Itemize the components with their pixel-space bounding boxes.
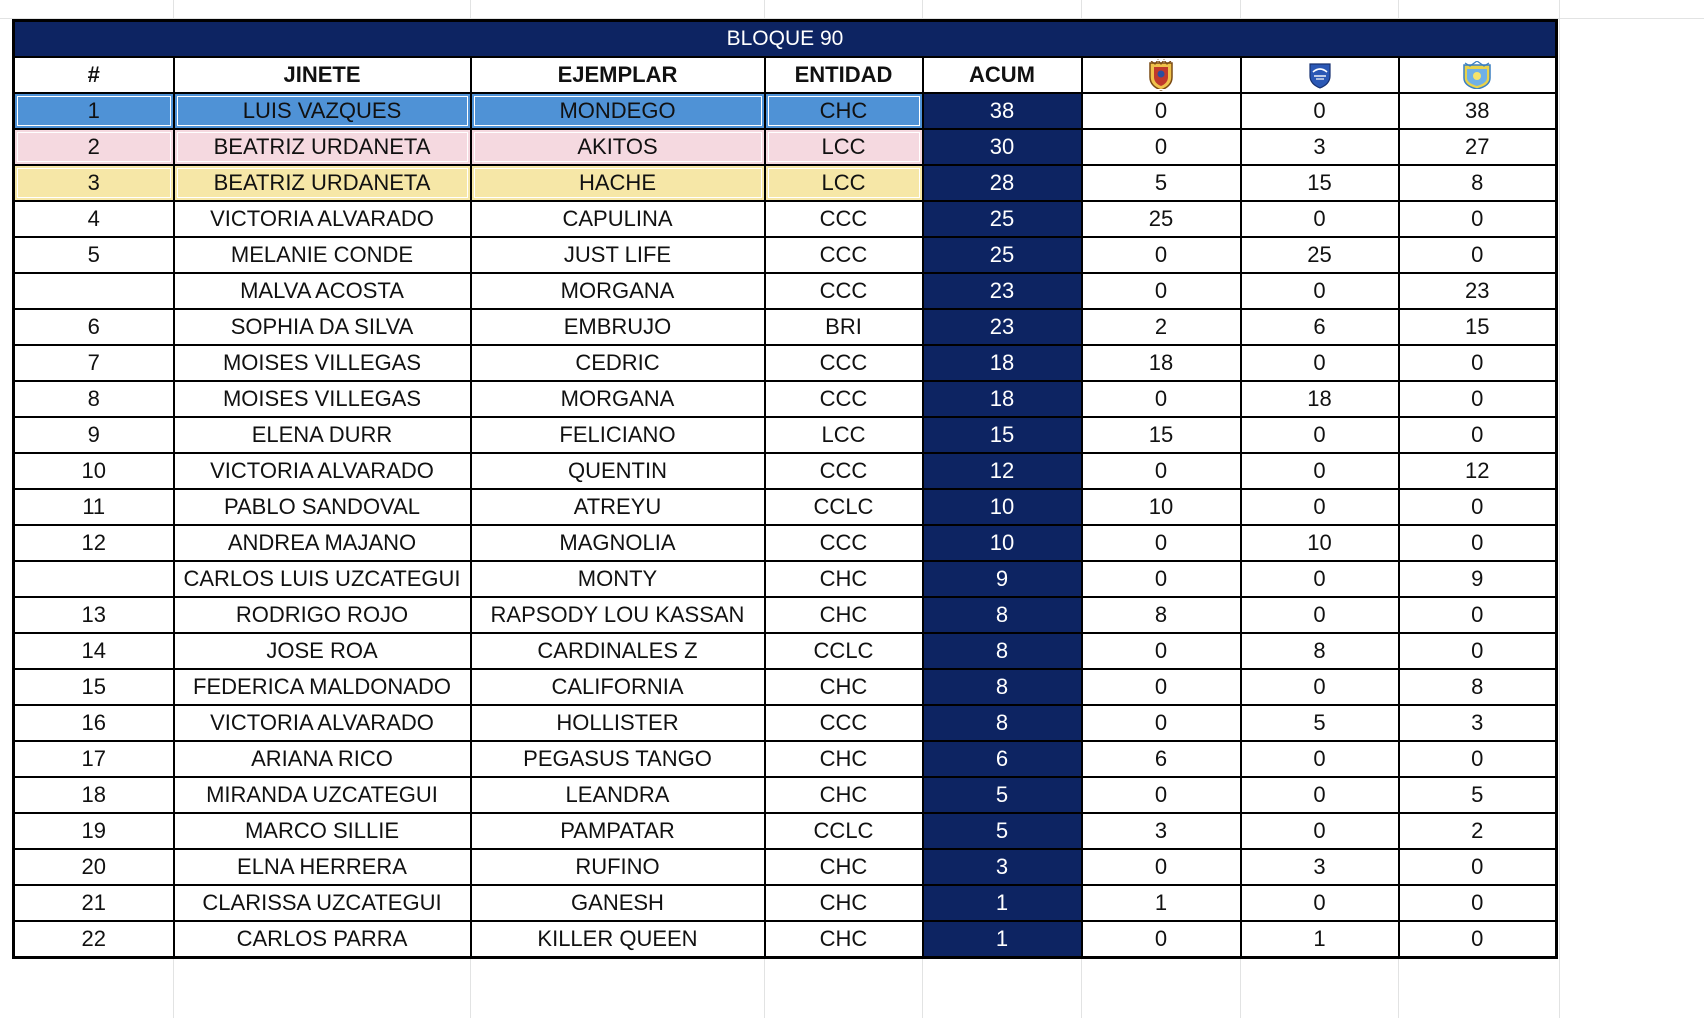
- crest-3-points-cell[interactable]: 0: [1399, 921, 1557, 958]
- jinete-cell[interactable]: ELNA HERRERA: [174, 849, 471, 885]
- acum-cell[interactable]: 3: [923, 849, 1082, 885]
- table-row: [14, 201, 1557, 237]
- rank-cell[interactable]: 12: [14, 525, 174, 561]
- acum-cell[interactable]: 12: [923, 453, 1082, 489]
- rank-cell[interactable]: 14: [14, 633, 174, 669]
- entidad-cell[interactable]: CCLC: [765, 813, 923, 849]
- ejemplar-cell[interactable]: ATREYU: [471, 489, 765, 525]
- crest-1-points-cell[interactable]: 6: [1082, 741, 1241, 777]
- rank-cell[interactable]: 2: [14, 129, 174, 165]
- entidad-cell[interactable]: CHC: [765, 849, 923, 885]
- entidad-cell[interactable]: CCC: [765, 237, 923, 273]
- entidad-cell[interactable]: CCLC: [765, 489, 923, 525]
- crest-1-points-cell[interactable]: 8: [1082, 597, 1241, 633]
- acum-cell[interactable]: 25: [923, 237, 1082, 273]
- acum-cell[interactable]: 10: [923, 525, 1082, 561]
- jinete-cell[interactable]: CLARISSA UZCATEGUI: [174, 885, 471, 921]
- table-row: [14, 705, 1557, 741]
- jinete-cell[interactable]: MOISES VILLEGAS: [174, 381, 471, 417]
- acum-cell[interactable]: 18: [923, 381, 1082, 417]
- acum-cell[interactable]: 28: [923, 165, 1082, 201]
- rank-cell[interactable]: 20: [14, 849, 174, 885]
- jinete-cell[interactable]: JOSE ROA: [174, 633, 471, 669]
- acum-cell[interactable]: 10: [923, 489, 1082, 525]
- crest-2-points-cell[interactable]: 15: [1241, 165, 1399, 201]
- crest-3-points-cell[interactable]: 38: [1399, 93, 1557, 129]
- jinete-cell[interactable]: RODRIGO ROJO: [174, 597, 471, 633]
- table-row: [14, 489, 1557, 525]
- ejemplar-cell[interactable]: CEDRIC: [471, 345, 765, 381]
- jinete-cell[interactable]: ANDREA MAJANO: [174, 525, 471, 561]
- crest-1-points-cell[interactable]: 15: [1082, 417, 1241, 453]
- crest-1-points-cell[interactable]: 0: [1082, 777, 1241, 813]
- ejemplar-cell[interactable]: HACHE: [471, 165, 765, 201]
- acum-cell[interactable]: 23: [923, 273, 1082, 309]
- crest-2-points-cell[interactable]: 5: [1241, 705, 1399, 741]
- crest-1-points-cell[interactable]: 0: [1082, 273, 1241, 309]
- rank-cell[interactable]: [14, 273, 174, 309]
- jinete-cell[interactable]: MIRANDA UZCATEGUI: [174, 777, 471, 813]
- table-row: [14, 237, 1557, 273]
- crest-1-points-cell[interactable]: 25: [1082, 201, 1241, 237]
- sheet-gridline: [1559, 0, 1560, 1018]
- header-entidad[interactable]: ENTIDAD: [765, 57, 923, 93]
- rank-cell[interactable]: 10: [14, 453, 174, 489]
- entidad-cell[interactable]: LCC: [765, 417, 923, 453]
- ejemplar-cell[interactable]: MORGANA: [471, 381, 765, 417]
- ejemplar-cell[interactable]: CALIFORNIA: [471, 669, 765, 705]
- table-row: [14, 597, 1557, 633]
- jinete-cell[interactable]: SOPHIA DA SILVA: [174, 309, 471, 345]
- table-row: [14, 345, 1557, 381]
- rank-cell[interactable]: 9: [14, 417, 174, 453]
- table-row: [14, 165, 1557, 201]
- table-row: [14, 633, 1557, 669]
- table-row: [14, 561, 1557, 597]
- crest-2-points-cell[interactable]: 0: [1241, 597, 1399, 633]
- acum-cell[interactable]: 30: [923, 129, 1082, 165]
- crest-3-points-cell[interactable]: 0: [1399, 381, 1557, 417]
- header-jinete[interactable]: JINETE: [174, 57, 471, 93]
- acum-cell[interactable]: 6: [923, 741, 1082, 777]
- ejemplar-cell[interactable]: MORGANA: [471, 273, 765, 309]
- ejemplar-cell[interactable]: MONTY: [471, 561, 765, 597]
- table-row: [14, 669, 1557, 705]
- crest-2-points-cell[interactable]: 0: [1241, 273, 1399, 309]
- crest-3-points-cell[interactable]: 0: [1399, 741, 1557, 777]
- rank-cell[interactable]: 7: [14, 345, 174, 381]
- entidad-cell[interactable]: CCC: [765, 525, 923, 561]
- crest-1-points-cell[interactable]: 1: [1082, 885, 1241, 921]
- crest-1-points-cell[interactable]: 10: [1082, 489, 1241, 525]
- acum-cell[interactable]: 15: [923, 417, 1082, 453]
- acum-cell[interactable]: 25: [923, 201, 1082, 237]
- club-crest-1-icon: [1147, 59, 1175, 91]
- jinete-cell[interactable]: MOISES VILLEGAS: [174, 345, 471, 381]
- title-row: [14, 21, 1557, 58]
- entidad-cell[interactable]: CHC: [765, 597, 923, 633]
- crest-3-points-cell[interactable]: 12: [1399, 453, 1557, 489]
- crest-3-points-cell[interactable]: 5: [1399, 777, 1557, 813]
- table-row: [14, 309, 1557, 345]
- rank-cell[interactable]: 4: [14, 201, 174, 237]
- table-row: [14, 777, 1557, 813]
- crest-3-points-cell[interactable]: 27: [1399, 129, 1557, 165]
- rank-cell[interactable]: 1: [14, 93, 174, 129]
- rank-cell[interactable]: 11: [14, 489, 174, 525]
- entidad-cell[interactable]: CHC: [765, 93, 923, 129]
- crest-1-points-cell[interactable]: 2: [1082, 309, 1241, 345]
- header-row: [14, 57, 1557, 93]
- crest-2-points-cell[interactable]: 0: [1241, 669, 1399, 705]
- table-row: [14, 741, 1557, 777]
- header-number[interactable]: #: [14, 57, 174, 93]
- club-crest-3-icon: [1461, 60, 1493, 90]
- ejemplar-cell[interactable]: FELICIANO: [471, 417, 765, 453]
- jinete-cell[interactable]: VICTORIA ALVARADO: [174, 453, 471, 489]
- crest-1-points-cell[interactable]: 0: [1082, 381, 1241, 417]
- crest-1-points-cell[interactable]: 0: [1082, 93, 1241, 129]
- crest-1-points-cell[interactable]: 18: [1082, 345, 1241, 381]
- acum-cell[interactable]: 5: [923, 813, 1082, 849]
- crest-2-points-cell[interactable]: 0: [1241, 813, 1399, 849]
- crest-3-points-cell[interactable]: 15: [1399, 309, 1557, 345]
- ejemplar-cell[interactable]: JUST LIFE: [471, 237, 765, 273]
- ejemplar-cell[interactable]: LEANDRA: [471, 777, 765, 813]
- crest-1-points-cell[interactable]: 0: [1082, 237, 1241, 273]
- crest-2-points-cell[interactable]: 0: [1241, 345, 1399, 381]
- rank-cell[interactable]: 17: [14, 741, 174, 777]
- entidad-cell[interactable]: BRI: [765, 309, 923, 345]
- club-crest-2-icon: [1308, 61, 1332, 89]
- table-row: [14, 129, 1557, 165]
- crest-2-points-cell[interactable]: 10: [1241, 525, 1399, 561]
- table-row: [14, 273, 1557, 309]
- crest-3-points-cell[interactable]: 0: [1399, 201, 1557, 237]
- rank-cell[interactable]: 19: [14, 813, 174, 849]
- ejemplar-cell[interactable]: HOLLISTER: [471, 705, 765, 741]
- ejemplar-cell[interactable]: EMBRUJO: [471, 309, 765, 345]
- rank-cell[interactable]: 3: [14, 165, 174, 201]
- ejemplar-cell[interactable]: QUENTIN: [471, 453, 765, 489]
- crest-1-points-cell[interactable]: 0: [1082, 453, 1241, 489]
- rank-cell[interactable]: 18: [14, 777, 174, 813]
- header-crest-1[interactable]: [1082, 57, 1241, 93]
- crest-2-points-cell[interactable]: 6: [1241, 309, 1399, 345]
- entidad-cell[interactable]: CHC: [765, 921, 923, 958]
- jinete-cell[interactable]: BEATRIZ URDANETA: [174, 165, 471, 201]
- table-row: [14, 417, 1557, 453]
- crest-1-points-cell[interactable]: 5: [1082, 165, 1241, 201]
- entidad-cell[interactable]: CCC: [765, 273, 923, 309]
- crest-3-points-cell[interactable]: 23: [1399, 273, 1557, 309]
- acum-cell[interactable]: 1: [923, 921, 1082, 958]
- entidad-cell[interactable]: CCC: [765, 705, 923, 741]
- entidad-cell[interactable]: CCC: [765, 453, 923, 489]
- crest-1-points-cell[interactable]: 0: [1082, 921, 1241, 958]
- header-crest-3[interactable]: [1399, 57, 1557, 93]
- entidad-cell[interactable]: CCC: [765, 345, 923, 381]
- crest-2-points-cell[interactable]: 0: [1241, 417, 1399, 453]
- entidad-cell[interactable]: CHC: [765, 561, 923, 597]
- table-row: [14, 525, 1557, 561]
- crest-3-points-cell[interactable]: 8: [1399, 669, 1557, 705]
- table-row: [14, 885, 1557, 921]
- ejemplar-cell[interactable]: CARDINALES Z: [471, 633, 765, 669]
- acum-cell[interactable]: 18: [923, 345, 1082, 381]
- acum-cell[interactable]: 8: [923, 669, 1082, 705]
- crest-2-points-cell[interactable]: 0: [1241, 561, 1399, 597]
- crest-3-points-cell[interactable]: 3: [1399, 705, 1557, 741]
- crest-1-points-cell[interactable]: 0: [1082, 561, 1241, 597]
- crest-1-points-cell[interactable]: 0: [1082, 849, 1241, 885]
- crest-2-points-cell[interactable]: 0: [1241, 93, 1399, 129]
- jinete-cell[interactable]: ARIANA RICO: [174, 741, 471, 777]
- table-row: [14, 921, 1557, 958]
- crest-2-points-cell[interactable]: 0: [1241, 885, 1399, 921]
- acum-cell[interactable]: 5: [923, 777, 1082, 813]
- rank-cell[interactable]: 5: [14, 237, 174, 273]
- acum-cell[interactable]: 38: [923, 93, 1082, 129]
- acum-cell[interactable]: 9: [923, 561, 1082, 597]
- crest-3-points-cell[interactable]: 0: [1399, 885, 1557, 921]
- crest-2-points-cell[interactable]: 0: [1241, 777, 1399, 813]
- crest-3-points-cell[interactable]: 0: [1399, 849, 1557, 885]
- jinete-cell[interactable]: MALVA ACOSTA: [174, 273, 471, 309]
- crest-2-points-cell[interactable]: 3: [1241, 129, 1399, 165]
- crest-3-points-cell[interactable]: 0: [1399, 525, 1557, 561]
- crest-2-points-cell[interactable]: 0: [1241, 489, 1399, 525]
- rank-cell[interactable]: 22: [14, 921, 174, 958]
- entidad-cell[interactable]: CHC: [765, 777, 923, 813]
- jinete-cell[interactable]: FEDERICA MALDONADO: [174, 669, 471, 705]
- jinete-cell[interactable]: CARLOS LUIS UZCATEGUI: [174, 561, 471, 597]
- crest-3-points-cell[interactable]: 2: [1399, 813, 1557, 849]
- rank-cell[interactable]: 6: [14, 309, 174, 345]
- ejemplar-cell[interactable]: RUFINO: [471, 849, 765, 885]
- crest-3-points-cell[interactable]: 0: [1399, 633, 1557, 669]
- ejemplar-cell[interactable]: KILLER QUEEN: [471, 921, 765, 958]
- jinete-cell[interactable]: LUIS VAZQUES: [174, 93, 471, 129]
- table-row: [14, 381, 1557, 417]
- entidad-cell[interactable]: LCC: [765, 129, 923, 165]
- crest-1-points-cell[interactable]: 0: [1082, 129, 1241, 165]
- ejemplar-cell[interactable]: RAPSODY LOU KASSAN: [471, 597, 765, 633]
- crest-3-points-cell[interactable]: 0: [1399, 417, 1557, 453]
- table-row: [14, 813, 1557, 849]
- header-acum[interactable]: ACUM: [923, 57, 1082, 93]
- crest-1-points-cell[interactable]: 3: [1082, 813, 1241, 849]
- acum-cell[interactable]: 8: [923, 597, 1082, 633]
- entidad-cell[interactable]: CHC: [765, 885, 923, 921]
- ejemplar-cell[interactable]: PEGASUS TANGO: [471, 741, 765, 777]
- crest-2-points-cell[interactable]: 0: [1241, 201, 1399, 237]
- ejemplar-cell[interactable]: GANESH: [471, 885, 765, 921]
- ejemplar-cell[interactable]: CAPULINA: [471, 201, 765, 237]
- ranking-table: [12, 19, 1558, 959]
- table-row: [14, 453, 1557, 489]
- table-title[interactable]: BLOQUE 90: [14, 21, 1557, 58]
- jinete-cell[interactable]: VICTORIA ALVARADO: [174, 201, 471, 237]
- jinete-cell[interactable]: PABLO SANDOVAL: [174, 489, 471, 525]
- rank-cell[interactable]: 15: [14, 669, 174, 705]
- rank-cell[interactable]: 13: [14, 597, 174, 633]
- crest-3-points-cell[interactable]: 8: [1399, 165, 1557, 201]
- crest-2-points-cell[interactable]: 8: [1241, 633, 1399, 669]
- acum-cell[interactable]: 8: [923, 705, 1082, 741]
- ejemplar-cell[interactable]: AKITOS: [471, 129, 765, 165]
- header-crest-2[interactable]: [1241, 57, 1399, 93]
- crest-3-points-cell[interactable]: 9: [1399, 561, 1557, 597]
- entidad-cell[interactable]: CHC: [765, 669, 923, 705]
- jinete-cell[interactable]: ELENA DURR: [174, 417, 471, 453]
- rank-cell[interactable]: 21: [14, 885, 174, 921]
- crest-3-points-cell[interactable]: 0: [1399, 345, 1557, 381]
- crest-2-points-cell[interactable]: 0: [1241, 741, 1399, 777]
- crest-1-points-cell[interactable]: 0: [1082, 633, 1241, 669]
- acum-cell[interactable]: 1: [923, 885, 1082, 921]
- crest-2-points-cell[interactable]: 0: [1241, 453, 1399, 489]
- entidad-cell[interactable]: CCC: [765, 201, 923, 237]
- crest-3-points-cell[interactable]: 0: [1399, 597, 1557, 633]
- crest-3-points-cell[interactable]: 0: [1399, 237, 1557, 273]
- ejemplar-cell[interactable]: MAGNOLIA: [471, 525, 765, 561]
- acum-cell[interactable]: 8: [923, 633, 1082, 669]
- rank-cell[interactable]: 16: [14, 705, 174, 741]
- acum-cell[interactable]: 23: [923, 309, 1082, 345]
- crest-3-points-cell[interactable]: 0: [1399, 489, 1557, 525]
- crest-2-points-cell[interactable]: 18: [1241, 381, 1399, 417]
- ejemplar-cell[interactable]: PAMPATAR: [471, 813, 765, 849]
- jinete-cell[interactable]: CARLOS PARRA: [174, 921, 471, 958]
- ejemplar-cell[interactable]: MONDEGO: [471, 93, 765, 129]
- entidad-cell[interactable]: LCC: [765, 165, 923, 201]
- crest-1-points-cell[interactable]: 0: [1082, 525, 1241, 561]
- table-row: [14, 93, 1557, 129]
- rank-cell[interactable]: [14, 561, 174, 597]
- crest-2-points-cell[interactable]: 3: [1241, 849, 1399, 885]
- crest-2-points-cell[interactable]: 25: [1241, 237, 1399, 273]
- table-row: [14, 849, 1557, 885]
- header-ejemplar[interactable]: EJEMPLAR: [471, 57, 765, 93]
- jinete-cell[interactable]: MELANIE CONDE: [174, 237, 471, 273]
- crest-2-points-cell[interactable]: 1: [1241, 921, 1399, 958]
- jinete-cell[interactable]: VICTORIA ALVARADO: [174, 705, 471, 741]
- entidad-cell[interactable]: CCC: [765, 381, 923, 417]
- crest-1-points-cell[interactable]: 0: [1082, 669, 1241, 705]
- crest-1-points-cell[interactable]: 0: [1082, 705, 1241, 741]
- rank-cell[interactable]: 8: [14, 381, 174, 417]
- jinete-cell[interactable]: MARCO SILLIE: [174, 813, 471, 849]
- jinete-cell[interactable]: BEATRIZ URDANETA: [174, 129, 471, 165]
- entidad-cell[interactable]: CHC: [765, 741, 923, 777]
- entidad-cell[interactable]: CCLC: [765, 633, 923, 669]
